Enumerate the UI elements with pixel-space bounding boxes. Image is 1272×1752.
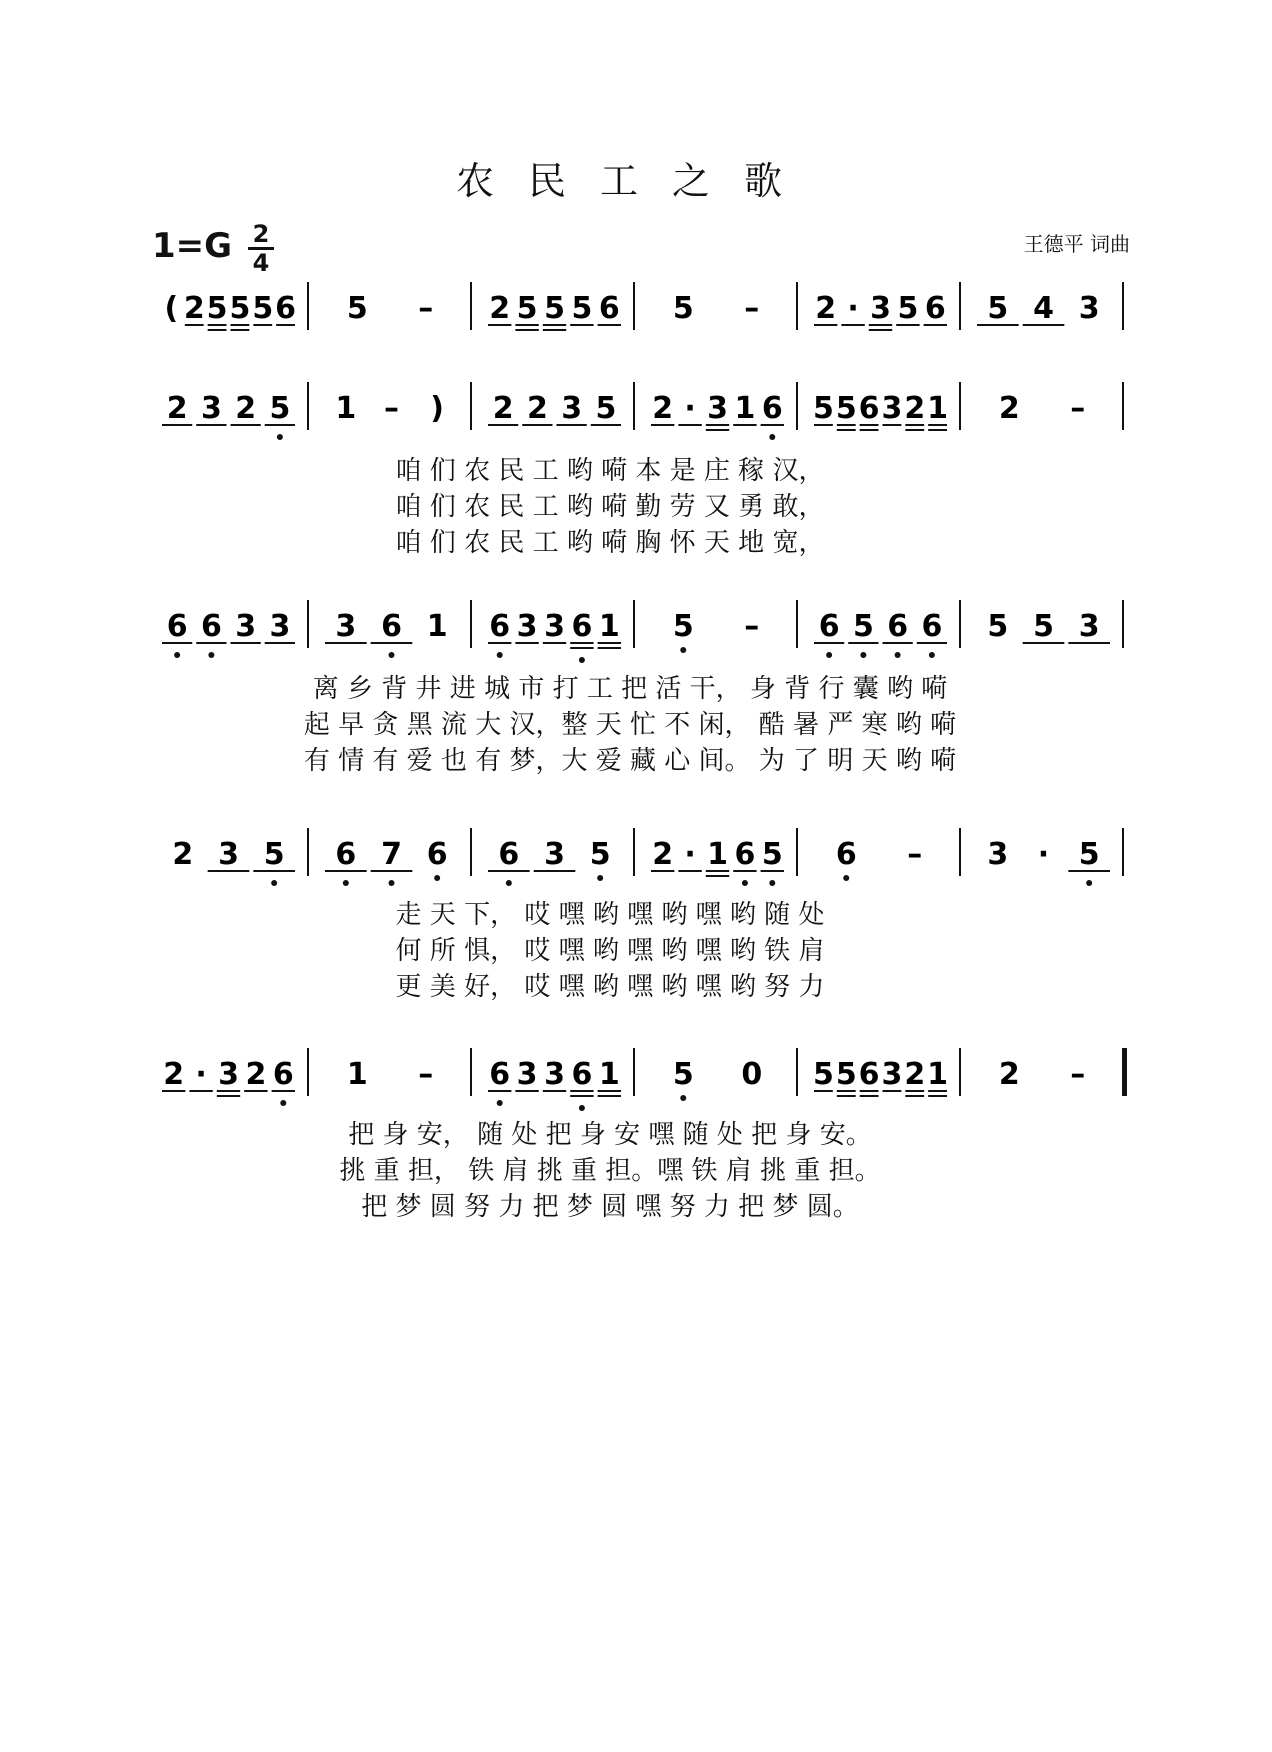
note: 2 bbox=[652, 391, 674, 426]
note: – bbox=[744, 609, 760, 644]
note: 2 bbox=[489, 291, 511, 326]
note: 6 bbox=[166, 609, 188, 644]
measure bbox=[804, 596, 951, 666]
note: 5 bbox=[835, 1057, 857, 1092]
barline bbox=[796, 828, 798, 876]
note: 2 bbox=[172, 837, 194, 872]
measure bbox=[804, 378, 951, 448]
note: 6 bbox=[489, 609, 511, 644]
note: 6 bbox=[835, 837, 857, 872]
note: 5 bbox=[1078, 837, 1100, 872]
measure bbox=[641, 596, 788, 666]
barline bbox=[796, 1048, 798, 1096]
lyric-line bbox=[0, 1150, 1272, 1186]
barline bbox=[796, 600, 798, 648]
measure bbox=[152, 596, 299, 666]
lyric-line bbox=[0, 966, 1272, 1002]
note: 3 bbox=[987, 837, 1009, 872]
note: 5 bbox=[206, 291, 228, 326]
note: 5 bbox=[812, 391, 834, 426]
octave-dot bbox=[860, 652, 866, 658]
note: – bbox=[1070, 391, 1086, 426]
lyric-line bbox=[0, 522, 1272, 558]
octave-dot bbox=[680, 647, 686, 653]
lyric-text: 更 美 好， 哎 嘿 哟 嘿 哟 嘿 哟 努 力 bbox=[395, 972, 825, 1002]
note: 2 bbox=[998, 1057, 1020, 1092]
octave-dot bbox=[389, 652, 395, 658]
lyric-line bbox=[0, 930, 1272, 966]
note: 6 bbox=[275, 291, 297, 326]
measure bbox=[478, 596, 625, 666]
lyric-text: 何 所 惧， 哎 嘿 哟 嘿 哟 嘿 哟 铁 肩 bbox=[395, 936, 825, 966]
note: 2 bbox=[998, 391, 1020, 426]
lyric-text: 走 天 下， 哎 嘿 哟 嘿 哟 嘿 哟 随 处 bbox=[395, 900, 825, 930]
note: 6 bbox=[858, 1057, 880, 1092]
measure bbox=[478, 378, 625, 448]
note: 1 bbox=[707, 837, 728, 872]
octave-dot bbox=[579, 1105, 585, 1111]
note: ( bbox=[164, 291, 179, 326]
note: 5 bbox=[595, 391, 617, 426]
note: 1 bbox=[598, 609, 620, 644]
barline bbox=[633, 1048, 635, 1096]
note: 3 bbox=[544, 609, 565, 644]
note: – bbox=[1070, 1057, 1086, 1092]
lyric-text: 咱 们 农 民 工 哟 嗬 本 是 庄 稼 汉， bbox=[395, 456, 825, 486]
measure bbox=[315, 824, 462, 894]
octave-dot bbox=[597, 875, 603, 881]
octave-dot bbox=[280, 1100, 286, 1106]
note: 5 bbox=[544, 291, 565, 326]
measure bbox=[967, 378, 1114, 448]
note: 1 bbox=[927, 1057, 949, 1092]
note: 6 bbox=[761, 391, 783, 426]
note: 6 bbox=[489, 1057, 511, 1092]
note: 2 bbox=[492, 391, 514, 426]
note: 5 bbox=[571, 291, 593, 326]
note: · bbox=[195, 1057, 207, 1092]
barline bbox=[1122, 600, 1124, 648]
barline bbox=[633, 282, 635, 330]
note: 6 bbox=[921, 609, 943, 644]
key-signature: 1=G bbox=[152, 226, 233, 266]
note: 5 bbox=[672, 1057, 694, 1092]
note: 5 bbox=[229, 291, 251, 326]
octave-dot bbox=[929, 652, 935, 658]
lyric-text: 把 梦 圆 努 力 把 梦 圆 嘿 努 力 把 梦 圆。 bbox=[361, 1192, 859, 1222]
octave-dot bbox=[497, 652, 503, 658]
note: 6 bbox=[858, 391, 880, 426]
lyric-text: 离 乡 背 井 进 城 市 打 工 把 活 干， 身 背 行 囊 哟 嗬 bbox=[312, 674, 948, 704]
measure bbox=[152, 1044, 299, 1114]
note: 2 bbox=[235, 391, 257, 426]
octave-dot bbox=[271, 880, 277, 886]
note: 6 bbox=[924, 291, 946, 326]
lyric-line bbox=[0, 668, 1272, 704]
note: 5 bbox=[252, 291, 274, 326]
barline bbox=[307, 282, 309, 330]
barline bbox=[633, 600, 635, 648]
note: – bbox=[907, 837, 923, 872]
note: ) bbox=[430, 391, 445, 426]
note: 6 bbox=[887, 609, 909, 644]
note: 3 bbox=[1078, 291, 1100, 326]
note: – bbox=[744, 291, 760, 326]
barline bbox=[470, 1048, 472, 1096]
octave-dot bbox=[769, 434, 775, 440]
octave-dot bbox=[843, 875, 849, 881]
note: 6 bbox=[498, 837, 520, 872]
note: · bbox=[684, 391, 696, 426]
note: 6 bbox=[734, 837, 756, 872]
barline bbox=[307, 1048, 309, 1096]
octave-dot bbox=[742, 880, 748, 886]
barline bbox=[1122, 282, 1124, 330]
note: 3 bbox=[881, 391, 903, 426]
measure bbox=[478, 278, 625, 348]
lyric-line bbox=[0, 1186, 1272, 1222]
barline bbox=[633, 828, 635, 876]
measure bbox=[478, 824, 625, 894]
note: – bbox=[384, 391, 399, 426]
note: 5 bbox=[812, 1057, 834, 1092]
note: 1 bbox=[927, 391, 949, 426]
note: 2 bbox=[183, 291, 205, 326]
measure bbox=[315, 278, 462, 348]
note: 2 bbox=[163, 1057, 185, 1092]
octave-dot bbox=[1086, 880, 1092, 886]
measure bbox=[315, 596, 462, 666]
note: 5 bbox=[761, 837, 783, 872]
note: 6 bbox=[200, 609, 222, 644]
note: 6 bbox=[571, 1057, 593, 1092]
barline bbox=[959, 382, 961, 430]
note: 3 bbox=[561, 391, 583, 426]
lyric-text: 起 早 贪 黑 流 大 汉，整 天 忙 不 闲， 酷 暑 严 寒 哟 嗬 bbox=[303, 710, 957, 740]
barline bbox=[959, 600, 961, 648]
note: 5 bbox=[589, 837, 611, 872]
note: 1 bbox=[426, 609, 448, 644]
note: 6 bbox=[426, 837, 448, 872]
octave-dot bbox=[389, 880, 395, 886]
note: 7 bbox=[381, 837, 402, 872]
note: 3 bbox=[870, 291, 891, 326]
note: 3 bbox=[335, 609, 357, 644]
note: 5 bbox=[346, 291, 368, 326]
measure bbox=[967, 278, 1114, 348]
measure bbox=[804, 1044, 951, 1114]
note: 1 bbox=[335, 391, 357, 426]
barline bbox=[470, 382, 472, 430]
note: 3 bbox=[881, 1057, 903, 1092]
octave-dot bbox=[826, 652, 832, 658]
time-top: 2 bbox=[252, 220, 270, 248]
note: 5 bbox=[987, 609, 1009, 644]
note: 4 bbox=[1033, 291, 1054, 326]
note: 2 bbox=[166, 391, 188, 426]
lyric-line bbox=[0, 450, 1272, 486]
note: 5 bbox=[1033, 609, 1054, 644]
measure bbox=[967, 824, 1114, 894]
octave-dot bbox=[343, 880, 349, 886]
note: 6 bbox=[335, 837, 357, 872]
note: 3 bbox=[235, 609, 257, 644]
note: 6 bbox=[598, 291, 620, 326]
octave-dot bbox=[680, 1095, 686, 1101]
octave-dot bbox=[434, 875, 440, 881]
note: 5 bbox=[852, 609, 874, 644]
note: 2 bbox=[904, 1057, 926, 1092]
note: · bbox=[847, 291, 859, 326]
lyric-line bbox=[0, 1114, 1272, 1150]
note: 2 bbox=[815, 291, 837, 326]
note: 0 bbox=[741, 1057, 763, 1092]
measure bbox=[804, 278, 951, 348]
measure bbox=[967, 1044, 1114, 1114]
measure bbox=[641, 378, 788, 448]
measure bbox=[152, 824, 299, 894]
song-title: 农民工之歌 bbox=[455, 159, 816, 203]
octave-dot bbox=[277, 434, 283, 440]
note: 3 bbox=[544, 1057, 565, 1092]
note: 6 bbox=[381, 609, 402, 644]
note: 5 bbox=[835, 391, 857, 426]
measure bbox=[315, 378, 462, 448]
note: 6 bbox=[571, 609, 593, 644]
octave-dot bbox=[769, 880, 775, 886]
measure bbox=[967, 596, 1114, 666]
barline bbox=[959, 828, 961, 876]
barline bbox=[796, 382, 798, 430]
octave-dot bbox=[208, 652, 214, 658]
lyric-text: 咱 们 农 民 工 哟 嗬 勤 劳 又 勇 敢， bbox=[395, 492, 825, 522]
note: 6 bbox=[272, 1057, 294, 1092]
note: 5 bbox=[516, 291, 538, 326]
lyric-text: 咱 们 农 民 工 哟 嗬 胸 怀 天 地 宽， bbox=[395, 528, 825, 558]
note: 5 bbox=[672, 609, 694, 644]
octave-dot bbox=[506, 880, 512, 886]
barline bbox=[307, 382, 309, 430]
note: 5 bbox=[672, 291, 694, 326]
octave-dot bbox=[497, 1100, 503, 1106]
note: 2 bbox=[652, 837, 674, 872]
measure bbox=[641, 824, 788, 894]
measure bbox=[641, 278, 788, 348]
barline bbox=[633, 382, 635, 430]
octave-dot bbox=[579, 657, 585, 663]
note: 6 bbox=[818, 609, 840, 644]
note: 3 bbox=[516, 1057, 538, 1092]
lyric-line bbox=[0, 704, 1272, 740]
note: 1 bbox=[346, 1057, 368, 1092]
note: 3 bbox=[218, 837, 239, 872]
note: 2 bbox=[904, 391, 926, 426]
note: · bbox=[684, 837, 696, 872]
lyric-line bbox=[0, 740, 1272, 776]
note: 1 bbox=[734, 391, 756, 426]
note: – bbox=[418, 1057, 434, 1092]
time-bottom: 4 bbox=[252, 249, 270, 277]
note: 3 bbox=[269, 609, 291, 644]
barline bbox=[470, 282, 472, 330]
barline bbox=[1122, 1048, 1127, 1096]
note: 3 bbox=[200, 391, 222, 426]
lyric-text: 把 身 安， 随 处 把 身 安 嘿 随 处 把 身 安。 bbox=[348, 1120, 872, 1150]
barline bbox=[959, 1048, 961, 1096]
measure bbox=[315, 1044, 462, 1114]
measure bbox=[641, 1044, 788, 1114]
measure bbox=[478, 1044, 625, 1114]
composer-credit: 王德平 词曲 bbox=[1023, 232, 1130, 256]
measure bbox=[152, 378, 299, 448]
octave-dot bbox=[895, 652, 901, 658]
note: 3 bbox=[218, 1057, 239, 1092]
lyric-line bbox=[0, 486, 1272, 522]
note: 3 bbox=[516, 609, 538, 644]
note: 1 bbox=[598, 1057, 620, 1092]
measure bbox=[152, 278, 299, 348]
time-signature bbox=[248, 222, 274, 275]
measure bbox=[804, 824, 951, 894]
barline bbox=[470, 828, 472, 876]
note: 5 bbox=[987, 291, 1009, 326]
note: 5 bbox=[269, 391, 291, 426]
note: · bbox=[1037, 837, 1050, 872]
barline bbox=[1122, 382, 1124, 430]
lyric-text: 有 情 有 爱 也 有 梦，大 爱 藏 心 间。 为 了 明 天 哟 嗬 bbox=[303, 746, 957, 776]
note: 3 bbox=[707, 391, 728, 426]
octave-dot bbox=[174, 652, 180, 658]
barline bbox=[1122, 828, 1124, 876]
note: 5 bbox=[263, 837, 285, 872]
barline bbox=[307, 828, 309, 876]
lyric-text: 挑 重 担， 铁 肩 挑 重 担。嘿 铁 肩 挑 重 担。 bbox=[339, 1156, 881, 1186]
lyric-line bbox=[0, 894, 1272, 930]
barline bbox=[959, 282, 961, 330]
barline bbox=[307, 600, 309, 648]
barline bbox=[470, 600, 472, 648]
note: – bbox=[418, 291, 434, 326]
note: 3 bbox=[544, 837, 565, 872]
barline bbox=[796, 282, 798, 330]
note: 2 bbox=[526, 391, 548, 426]
note: 2 bbox=[245, 1057, 267, 1092]
note: 5 bbox=[897, 291, 919, 326]
note: 3 bbox=[1078, 609, 1100, 644]
